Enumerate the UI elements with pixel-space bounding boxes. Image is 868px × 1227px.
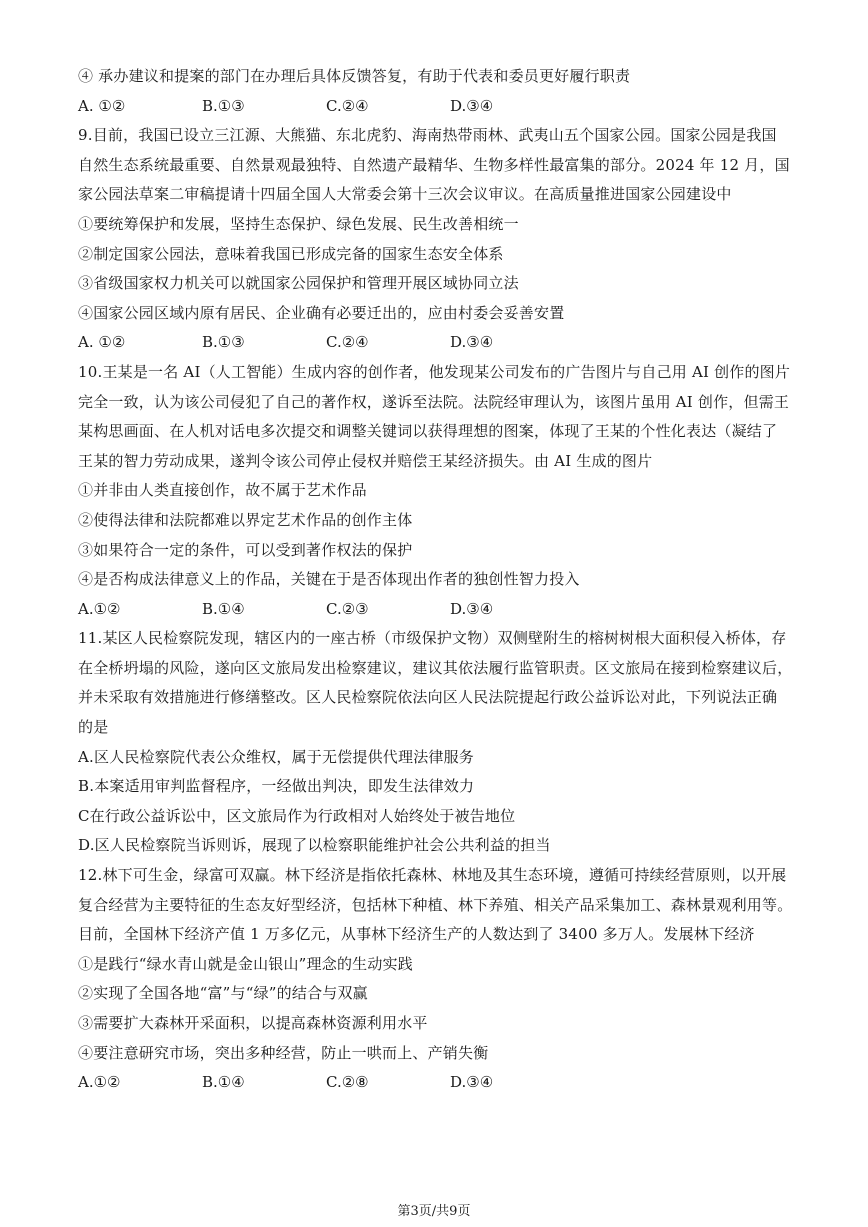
q10-options: [78, 595, 800, 625]
page-number: 第3页/共9页: [397, 1204, 471, 1219]
q11-stem-line: 在全桥坍塌的风险，遂向区文旅局发出检察建议，建议其依法履行监管职责。区文旅局在接到检察建议后，: [78, 658, 793, 677]
q9-option-d[interactable]: D.③④: [450, 333, 494, 352]
q11-choice-d[interactable]: D.区人民检察院当诉则诉，展现了以检察职能维护社会公共利益的担当: [78, 836, 551, 855]
q9-item-1: ①要统筹保护和发展，坚持生态保护、绿色发展、民生改善相统一: [78, 214, 519, 233]
page-content: [78, 62, 800, 1098]
q12-item-2: ②实现了全国各地“富”与“绿”的结合与双赢: [78, 984, 368, 1003]
q9-stem-line: 自然生态系统最重要、自然景观最独特、自然遗产最精华、生物多样性最富集的部分。2024 年 12 月，国: [78, 155, 790, 174]
question-8: [78, 62, 800, 121]
q10-option-d[interactable]: D.③④: [450, 599, 494, 618]
q8-options: [78, 92, 800, 122]
q10-option-c[interactable]: C.②③: [326, 599, 369, 618]
page-footer: [0, 1203, 868, 1221]
q10-item-4: ④是否构成法律意义上的作品，关键在于是否体现出作者的独创性智力投入: [78, 570, 580, 589]
q9-option-b[interactable]: B.①③: [202, 333, 245, 352]
q10-stem-line: 王某的智力劳动成果，遂判令该公司停止侵权并赔偿王某经济损失。由 AI 生成的图片: [78, 451, 653, 470]
q10-item-1: ①并非由人类直接创作，故不属于艺术作品: [78, 481, 367, 500]
q9-option-a[interactable]: A. ①②: [78, 333, 126, 352]
q10-stem-line: 完全一致，认为该公司侵犯了自己的著作权，遂诉至法院。法院经审理认为，该图片虽用 AI 创作，但需王: [78, 392, 790, 411]
q12-option-c[interactable]: C.②⑧: [326, 1073, 369, 1092]
q11-stem-line: 11.某区人民检察院发现，辖区内的一座古桥（市级保护文物）双侧壁附生的榕树树根大面积侵入桥体，存: [78, 629, 787, 648]
q12-item-4: ④要注意研究市场，突出多种经营，防止一哄而上、产销失衡: [78, 1043, 489, 1062]
q11-stem-line: 并未采取有效措施进行修缮整改。区人民检察院依法向区人民法院提起行政公益诉讼对此，下列说法正确: [78, 688, 778, 707]
question-10: [78, 358, 800, 624]
q12-stem-line: 复合经营为主要特征的生态友好型经济，包括林下种植、林下养殖、相关产品采集加工、森林景观利用等。: [78, 895, 793, 914]
q12-option-a[interactable]: A.①②: [78, 1073, 121, 1092]
q9-options: [78, 328, 800, 358]
q11-choice-c[interactable]: C在行政公益诉讼中，区文旅局作为行政相对人始终处于被告地位: [78, 806, 516, 825]
q11-choice-a[interactable]: A.区人民检察院代表公众维权，属于无偿提供代理法律服务: [78, 747, 475, 766]
q10-option-a[interactable]: A.①②: [78, 599, 121, 618]
q12-item-1: ①是践行“绿水青山就是金山银山”理念的生动实践: [78, 954, 413, 973]
q12-option-b[interactable]: B.①④: [202, 1073, 245, 1092]
q9-stem-line: 9.目前，我国已设立三江源、大熊猫、东北虎豹、海南热带雨林、武夷山五个国家公园。国家公园是我国: [78, 126, 777, 145]
q12-option-d[interactable]: D.③④: [450, 1073, 494, 1092]
question-9: [78, 121, 800, 358]
q12-stem-line: 12.林下可生金，绿富可双赢。林下经济是指依托森林、林地及其生态环境，遵循可持续经营原则，以开展: [78, 866, 787, 885]
q9-stem-line: 家公园法草案二审稿提请十四届全国人大常委会第十三次会议审议。在高质量推进国家公园建设中: [78, 185, 732, 204]
q8-option-b[interactable]: B.①③: [202, 96, 245, 115]
q12-stem-line: 目前，全国林下经济产值 1 万多亿元，从事林下经济生产的人数达到了 3400 多万人。发展林下经济: [78, 925, 755, 944]
q10-option-b[interactable]: B.①④: [202, 599, 245, 618]
q9-option-c[interactable]: C.②④: [326, 333, 369, 352]
q12-item-3: ③需要扩大森林开采面积，以提高森林资源利用水平: [78, 1014, 428, 1032]
q10-item-2: ②使得法律和法院都难以界定艺术作品的创作主体: [78, 510, 413, 529]
q11-stem-line: 的是: [78, 718, 109, 737]
q8-option-a[interactable]: A. ①②: [78, 96, 126, 115]
q10-stem-line: 10.王某是一名 AI（人工智能）生成内容的创作者，他发现某公司发布的广告图片与自己用 AI 创作的图片: [78, 362, 791, 381]
q9-item-3: ③省级国家权力机关可以就国家公园保护和管理开展区域协同立法: [78, 274, 519, 293]
question-12: [78, 861, 800, 1098]
question-11: [78, 624, 800, 861]
q12-options: [78, 1068, 800, 1098]
q11-choice-b[interactable]: B.本案适用审判监督程序，一经做出判决，即发生法律效力: [78, 777, 475, 796]
q9-item-4: ④国家公园区域内原有居民、企业确有必要迁出的，应由村委会妥善安置: [78, 303, 565, 322]
q10-stem-line: 某构思画面、在人机对话电多次提交和调整关键词以获得理想的图案，体现了王某的个性化表达（凝结了: [78, 422, 778, 441]
q8-item-4: ④ 承办建议和提案的部门在办理后具体反馈答复，有助于代表和委员更好履行职责: [78, 67, 631, 85]
q9-item-2: ②制定国家公园法，意味着我国已形成完备的国家生态安全体系: [78, 244, 504, 263]
q10-item-3: ③如果符合一定的条件，可以受到著作权法的保护: [78, 540, 413, 559]
q8-option-d[interactable]: D.③④: [450, 96, 494, 115]
q8-option-c[interactable]: C.②④: [326, 96, 369, 115]
